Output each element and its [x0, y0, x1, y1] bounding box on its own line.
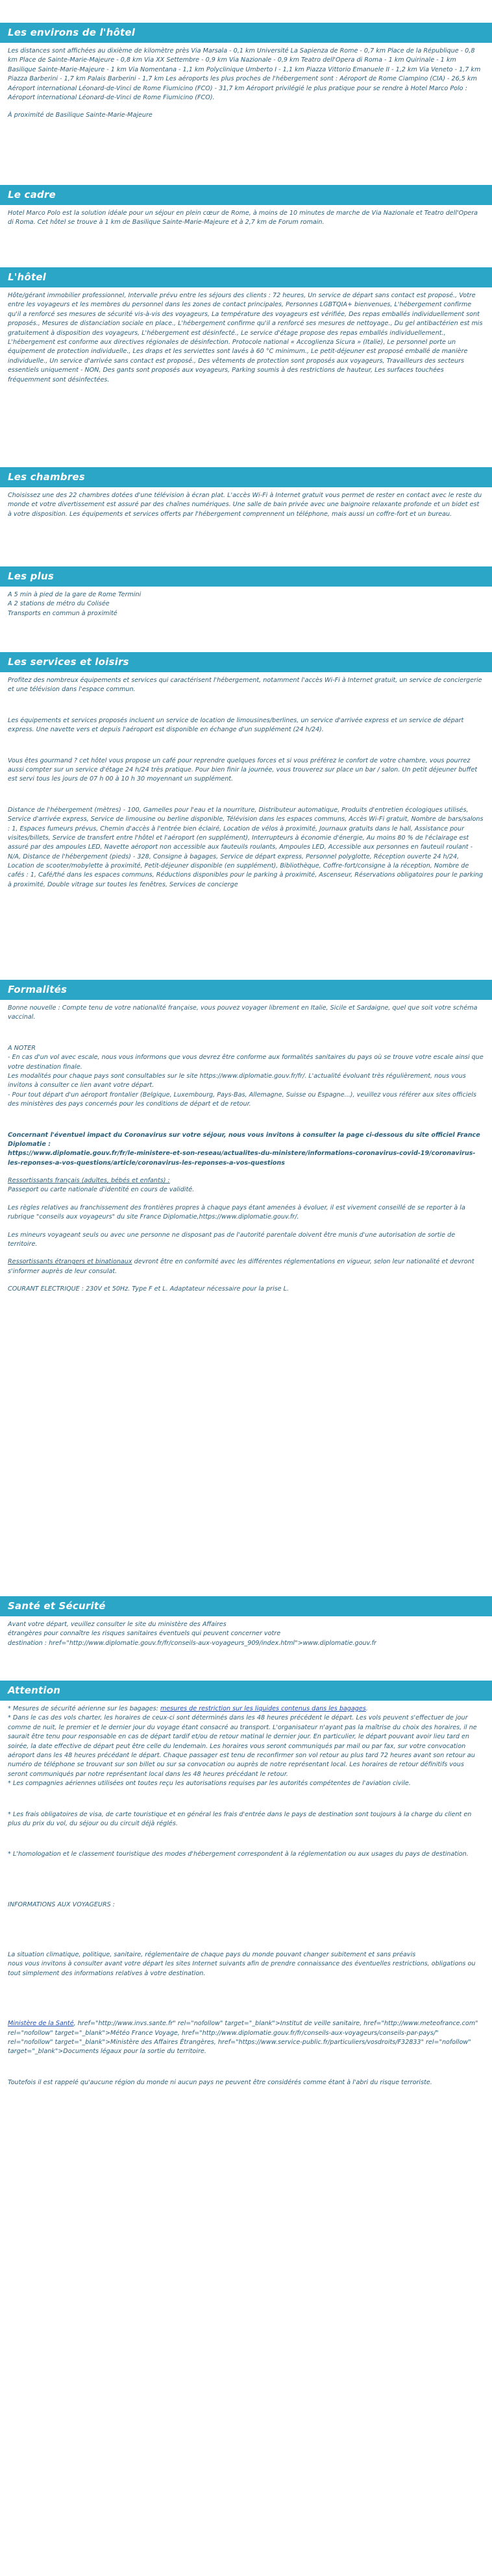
formalites-french-nationals	[8, 1176, 484, 1195]
other-links-text: , href="http://www.invs.sante.fr" rel="nofollow" target="_blank">Institut de veille sanitaire, href="http://www.meteofrance.com" rel="nofollow" target="_blank">Météo France Voyage, href="http://www.diplomatie.gouv.fr/fr/conseils-aux-voyageurs/conseils-par-pays/" rel="nofollow" target="_blank">Ministère des Affaires Étrangères, href="https://www.service-public.fr/particuliers/vosdroits/F32833" rel="nofollow" target="_blank">Documents légaux pour la sortie du territoire.	[8, 2020, 478, 2056]
attention-links-text	[8, 2019, 484, 2057]
section-title-plus: Les plus	[0, 566, 492, 587]
environs-distances-text: Les distances sont affichées au dixième de kilomètre près Via Marsala - 0,1 km Université La Sapienza de Rome - 0,7 km Place de la République - 0,8 km Place de Sainte-Marie-Majeure - 0,8 km Via XX Settembre - 0,9 km Via Nazionale - 0,9 km Teatro dell'Opera di Roma - 1 km Quirinale - 1 km Basilique Sainte-Marie-Majeure - 1 km Via Nomentana - 1,1 km Polyclinique Umberto I - 1,1 km Piazza Vittorio Emanuele II - 1,2 km Via Veneto - 1,7 km Piazza Barberini - 1,7 km Palais Barberini - 1,7 km Les aéroports les plus proches de l'hébergement sont : Aéroport de Rome Ciampino (CIA) - 26,5 km Aéroport international Léonard-de-Vinci de Rome Fiumicino (FCO) - 31,7 km Aéroport privilégié le plus pratique pour se rendre à Hotel Marco Polo : Aéroport international Léonard-de-Vinci de Rome Fiumicino (FCO).	[8, 47, 481, 101]
formalites-good-news-text: Bonne nouvelle : Compte tenu de votre nationalité française, vous pouvez voyager librement en Italie, Sicile et Sardaigne, quel que soit votre schéma vaccinal.	[8, 1004, 478, 1021]
services-intro-text: Profitez des nombreux équipements et services qui caractérisent l'hébergement, notamment l'accès Wi-Fi à Internet gratuit, un service de conciergerie et une télévision dans l'espace commun.	[8, 677, 482, 694]
chambres-text: Choisissez une des 22 chambres dotées d'une télévision à écran plat. L'accès Wi-Fi à Internet gratuit vous permet de rester en contact avec le reste du monde et votre divertissement est assuré par des chaînes numériques. Une salle de bain privée avec une baignoire relaxante profonde et un bidet est à votre disposition. Les équipements et services offerts par l'hébergement comprennent un téléphone, mais aussi un coffre-fort et un bureau.	[8, 492, 482, 518]
formalites-foreign-nationals	[8, 1258, 484, 1276]
cadre-text: Hotel Marco Polo est la solution idéale pour un séjour en plein cœur de Rome, à moins de 10 minutes de marche de Via Nazionale et Teatro dell'Opera di Roma. Cet hôtel se trouve à 1 km de Basilique Sainte-Marie-Majeure et à 2,7 km de Forum romain.	[8, 210, 478, 226]
french-nationals-docs: Passeport ou carte nationale d'identité en cours de validité.	[8, 1186, 195, 1194]
formalites-minors-text: Les mineurs voyageant seuls ou avec une personne ne disposant pas de l'autorité parentale doivent être munis d'une autorisation de sortie de territoire.	[8, 1231, 456, 1248]
section-chambres	[0, 467, 492, 528]
section-title-services: Les services et loisirs	[0, 652, 492, 672]
section-formalites	[0, 980, 492, 1303]
section-hotel	[0, 267, 492, 393]
section-services	[0, 652, 492, 898]
foreign-nationals-heading: Ressortissants étrangers et binationaux	[8, 1258, 132, 1266]
french-nationals-heading: Ressortissants français (adultes, bébés et enfants) :	[8, 1177, 170, 1185]
section-environs	[0, 23, 492, 129]
plus-text: A 5 min à pied de la gare de Rome Termini A 2 stations de métro du Colisée Transports en commun à proximité	[8, 591, 141, 617]
attention-visa-text: * Les frais obligatoires de visa, de carte touristique et en général les frais d'entrée dans le pays de destination sont toujours à la charge du client en plus du prix du vol, du séjour ou du circuit déjà réglés.	[8, 1810, 472, 1827]
section-title-environs: Les environs de l'hôtel	[0, 23, 492, 43]
formalites-border-rules-text: Les règles relatives au franchissement des frontières propres à chaque pays étant amenées à évoluer, il est vivement conseillé de se reporter à la rubrique "conseils aux voyageurs" du site France Diplomatie,https://www.diplomatie.gouv.fr/.	[8, 1204, 465, 1221]
services-amenities-list: Distance de l'hébergement (mètres) - 100, Gamelles pour l'eau et la nourriture, Distributeur automatique, Produits d'entretien écologiques utilisés, Service d'arrivée express, Service de limousine ou berline disponible, Télévision dans les espaces communs, Accès Wi-Fi gratuit, Nombre de bars/salons : 1, Espaces fumeurs prévus, Chemin d'accès à l'entrée bien éclairé, Location de vélos à proximité, Journaux gratuits dans le hall, Assistance pour visites/billets, Service de transfert entre l'hôtel et l'aéroport (en supplément), Interrupteurs à économie d'énergie, Au moins 80 % de l'éclairage est assuré par des ampoules LED, Navette aéroport non accessible aux fauteuils roulants, Ampoules LED, Accessible aux personnes en fauteuil roulant - N/A, Distance de l'hébergement (pieds) - 328, Consigne à bagages, Service de départ express, Personnel polyglotte, Réception ouverte 24 h/24, Location de scooter/mobylette à proximité, Petit-déjeuner disponible (en supplément), Bibliothèque, Coffre-fort/consigne à la réception, Nombre de cafés : 1, Café/thé dans les espaces communs, Réductions disponibles pour le parking à proximité, Ascenseur, Réservations obligatoires pour le parking à proximité, Double vitrage sur toutes les fenêtres, Services de concierge	[8, 806, 484, 888]
attention-flight-text	[8, 1705, 484, 1789]
attention-terrorism-text: Toutefois il est rappelé qu'aucune région du monde ni aucun pays ne peuvent être considérés comme étant à l'abri du risque terroriste.	[8, 2078, 432, 2086]
hotel-text: Hôte/gérant immobilier professionnel, Intervalle prévu entre les séjours des clients : 72 heures, Un service de départ sans contact est proposé., Votre entre les voyageurs et les membres du personnel dans les zones de contact principales, Personnes LGBTQIA+ bienvenues, L'hébergement confirme qu'il a renforcé ses mesures de sécurité vis-à-vis des voyageurs, La température des voyageurs est vérifiée, Des repas emballés individuellement sont proposés., Mesures de distanciation sociale en place., L'hébergement confirme qu'il a renforcé ses mesures de nettoyage., Du gel antibactérien est mis gratuitement à disposition des voyageurs, L'hébergement est désinfecté., Le service d'étage propose des repas emballés individuellement., L'hébergement est conforme aux directives régionales de désinfection. Protocole national « Accoglienza Sicura » (Italie), Le personnel porte un équipement de protection individuelle., Les draps et les serviettes sont lavés à 60 °C minimum., Le petit-déjeuner est proposé emballé de manière individuelle., Un service d'arrivée sans contact est proposé., Des vêtements de protection sont proposés aux voyageurs, Travailleurs des secteurs essentiels uniquement - NON, Des gants sont proposés aux voyageurs, Parking soumis à des restrictions de hauteur, Les surfaces touchées fréquemment sont désinfectées.	[8, 292, 483, 383]
liquid-restrictions-link[interactable]: mesures de restriction sur les liquides contenus dans les bagages	[160, 1705, 366, 1712]
formalites-note-text: A NOTER - En cas d'un vol avec escale, nous vous informons que vous devrez être conforme aux formalités sanitaires du pays où se trouve votre escale ainsi que votre destination finale. Les modalités pour chaque pays sont consultables sur le site https://www.diplomatie.gouv.fr/fr/. L'actualité évoluant très régulièrement, nous vous invitons à consulter ce lien avant votre départ. - Pour tout départ d'un aéroport frontalier (Belgique, Luxembourg, Pays-Bas, Allemagne, Suisse ou Espagne...), veuillez vous référer aux sites officiels des ministères des pays concernés pour les conditions de départ et de retour.	[8, 1044, 484, 1108]
security-measures-prefix: * Mesures de sécurité aérienne sur les bagages:	[8, 1705, 160, 1712]
section-plus	[0, 566, 492, 627]
services-restaurant-text: Vous êtes gourmand ? cet hôtel vous propose un café pour reprendre quelques forces et si vous préférez le confort de votre chambre, vous pourrez aussi compter sur un service d'étage 24 h/24 très pratique. Pour bien finir la journée, vous trouverez sur place un bar / salon. Un petit déjeuner buffet est servi tous les jours de 07 h 00 à 10 h 30 moyennant un supplément.	[8, 757, 478, 783]
attention-classification-text: * L'homologation et le classement touristique des modes d'hébergement correspondent à la réglementation ou aux usages du pays de destination.	[8, 1851, 469, 1858]
sante-text: Avant votre départ, veuillez consulter le site du ministère des Affaires étrangères pour connaître les risques sanitaires éventuels qui peuvent concerner votre destination : href="http://www.diplomatie.gouv.fr/fr/conseils-aux-voyageurs_909/index.html">www.diplomatie.gouv.fr	[8, 1621, 376, 1647]
section-title-chambres: Les chambres	[0, 467, 492, 487]
section-cadre	[0, 185, 492, 236]
services-equipment-text: Les équipements et services proposés incluent un service de location de limousines/berlines, un service d'arrivée express et un service de départ express. Une navette vers et depuis l'aéroport est disponible en échange d'un supplément (24 h/24).	[8, 716, 464, 734]
attention-travellers-info-heading: INFORMATIONS AUX VOYAGEURS :	[8, 1901, 115, 1908]
section-title-hotel: L'hôtel	[0, 267, 492, 287]
section-title-sante: Santé et Sécurité	[0, 1596, 492, 1616]
section-title-cadre: Le cadre	[0, 185, 492, 205]
section-title-attention: Attention	[0, 1681, 492, 1701]
section-title-formalites: Formalités	[0, 980, 492, 1000]
environs-proximity-text: À proximité de Basilique Sainte-Marie-Majeure	[8, 112, 153, 119]
formalites-coronavirus-text: Concernant l'éventuel impact du Coronavirus sur votre séjour, nous vous invitons à consulter la page ci-dessous du site officiel France Diplomatie : https://www.diplomatie.gouv.fr/fr/le-ministere-et-son-reseau/actualites-du-ministere/informations-coronavirus-covid-19/coronavirus-les-reponses-a-vos-questions/article/coronavirus-les-reponses-a-vos-questions	[8, 1131, 480, 1167]
section-sante	[0, 1596, 492, 1657]
attention-situation-text: La situation climatique, politique, sanitaire, réglementaire de chaque pays du monde pouvant changer subitement et sans préavis nous vous invitons à consulter avant votre départ les sites Internet suivants afin de prendre connaissance des éventuelles restrictions, obligations ou tout simplement des informations relatives à votre destination.	[8, 1951, 476, 1977]
foreign-nationals-body: devront être en conformité avec les différentes réglementations en vigueur, selon leur nationalité et devront s'informer auprès de leur consulat.	[8, 1258, 474, 1275]
charter-flights-text: . * Dans le cas des vols charter, les horaires de ceux-ci sont déterminés dans les 48 heures précédent le départ. Les vols peuvent s'effectuer de jour comme de nuit, le premier et le dernier jour du voyage étant consacré au transport. L'organisateur n'ayant pas la maîtrise du choix des horaires, il ne saurait être tenu pour responsable en cas de départ tardif et/ou de retour matinal le dernier jour. En particulier, le départ pouvant avoir lieu tard en soirée, la date effective de départ peut être celle du lendemain. Les horaires vous seront communiqués par mail ou par fax, sur votre convocation aéroport dans les 48 heures précédant le départ. Chaque passager est tenu de reconfirmer son vol retour au plus tard 72 heures avant son retour au numéro de téléphone se trouvant sur son billet ou sur sa convocation ou auprès de notre représentant local. Les horaires de retour définitifs vous seront communiqués par notre représentant local dans les 48 heures précédant le retour. * Les compagnies aériennes utilisées ont toutes reçu les autorisations requises par les autorités compétentes de l'aviation civile.	[8, 1705, 477, 1788]
formalites-electricity-text: COURANT ELECTRIQUE : 230V et 50Hz. Type F et L. Adaptateur nécessaire pour la prise L.	[8, 1285, 289, 1293]
section-attention	[0, 1681, 492, 2096]
ministere-sante-link[interactable]: Ministère de la Santé	[8, 2020, 74, 2028]
